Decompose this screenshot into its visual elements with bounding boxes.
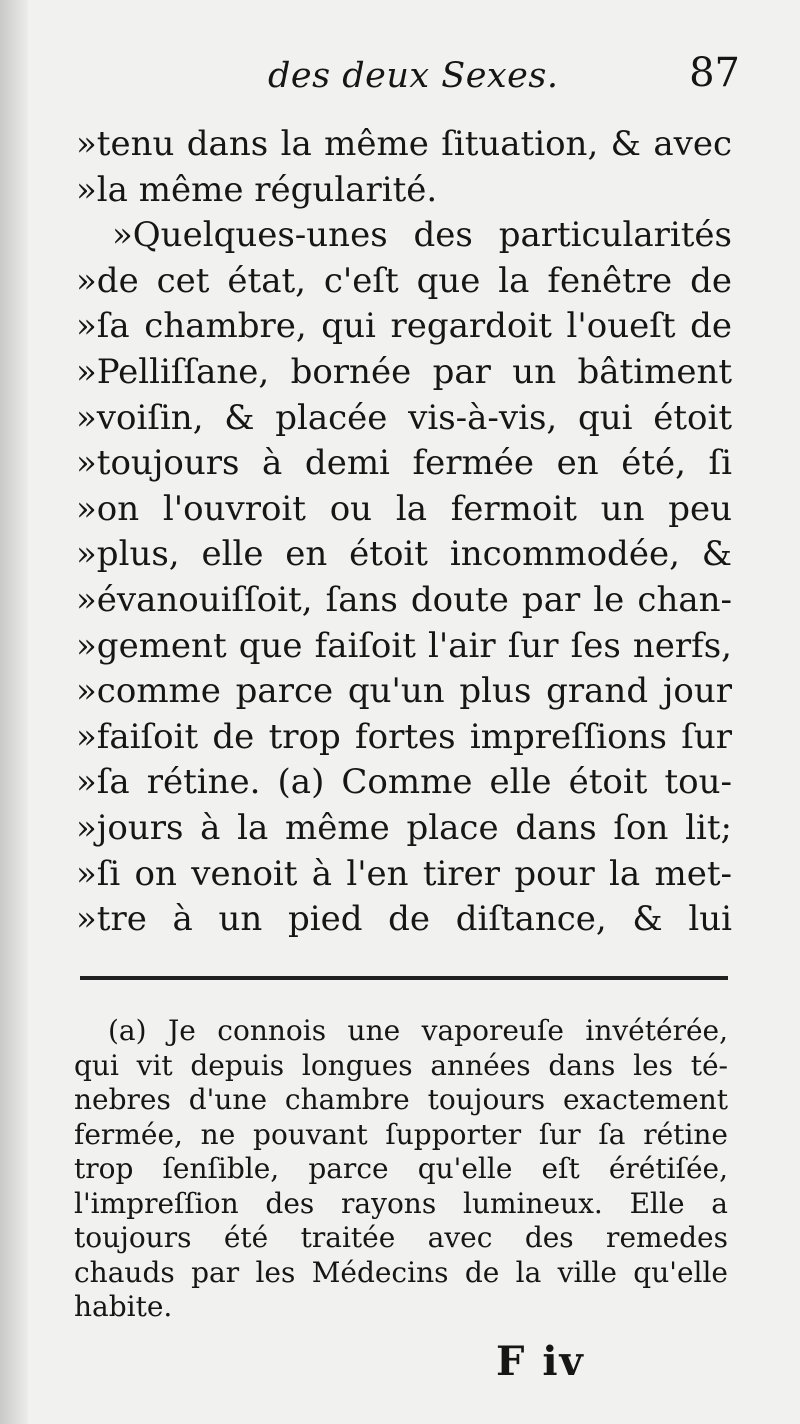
body-line: »Pelliſſane, bornée par un bâtiment (76, 351, 732, 392)
footnote-line: l'impreſſion des rayons lumineux. Elle a (74, 1186, 728, 1220)
body-line: »la même régularité. (76, 169, 438, 210)
footnote-line: trop ſenſible, parce qu'elle eſt érétiſée, (74, 1152, 728, 1185)
body-line: »comme parce qu'un plus grand jour (76, 671, 732, 712)
signature-mark: F iv (496, 1338, 585, 1385)
footnote (74, 1014, 728, 1325)
running-head: des deux Sexes. (268, 56, 559, 96)
body-line: »évanouiſſoit, ſans doute par le chan- (76, 579, 732, 620)
footnote-line: habite. (74, 1290, 173, 1323)
page-gutter (0, 0, 28, 1424)
page-header (80, 48, 740, 108)
footnote-line: fermée, ne pouvant ſupporter ſur ſa rétine (74, 1117, 728, 1151)
body-line: »ſi on venoit à l'en tirer pour la met- (76, 853, 732, 894)
body-line: »on l'ouvroit ou la fermoit un peu (76, 488, 732, 529)
body-line: »toujours à demi fermée en été, ſi (76, 443, 732, 484)
body-line: »jours à la même place dans ſon lit; (76, 807, 732, 848)
body-line: »ſa rétine. (a) Comme elle étoit tou- (76, 762, 732, 803)
footnote-line: (a) Je connois une vaporeuſe invétérée, (108, 1014, 728, 1047)
footnote-line: toujours été traitée avec des remedes (74, 1221, 728, 1254)
footnote-line: nebres d'une chambre toujours exactement (74, 1083, 728, 1116)
body-line: »gement que faiſoit l'air ſur ſes nerfs, (76, 625, 732, 666)
body-line: »plus, elle en étoit incommodée, & (76, 534, 732, 575)
body-line: »Quelques-unes des particularités (112, 215, 732, 256)
body-line: »tenu dans la même ſituation, & avec (76, 124, 732, 164)
footnote-line: chauds par les Médecins de la ville qu'elle (74, 1255, 728, 1289)
footnote-line: qui vit depuis longues années dans les té- (74, 1048, 728, 1082)
body-line: »de cet état, c'eſt que la fenêtre de (76, 260, 732, 301)
page-number: 87 (689, 50, 740, 96)
footnote-rule (80, 976, 728, 980)
body-text (76, 122, 732, 943)
body-line: »tre à un pied de diſtance, & lui (76, 899, 732, 940)
body-line: »voiſin, & placée vis-à-vis, qui étoit (76, 397, 732, 438)
body-line: »ſa chambre, qui regardoit l'oueſt de (76, 306, 732, 347)
body-line: »faiſoit de trop fortes impreſſions ſur (76, 716, 732, 757)
